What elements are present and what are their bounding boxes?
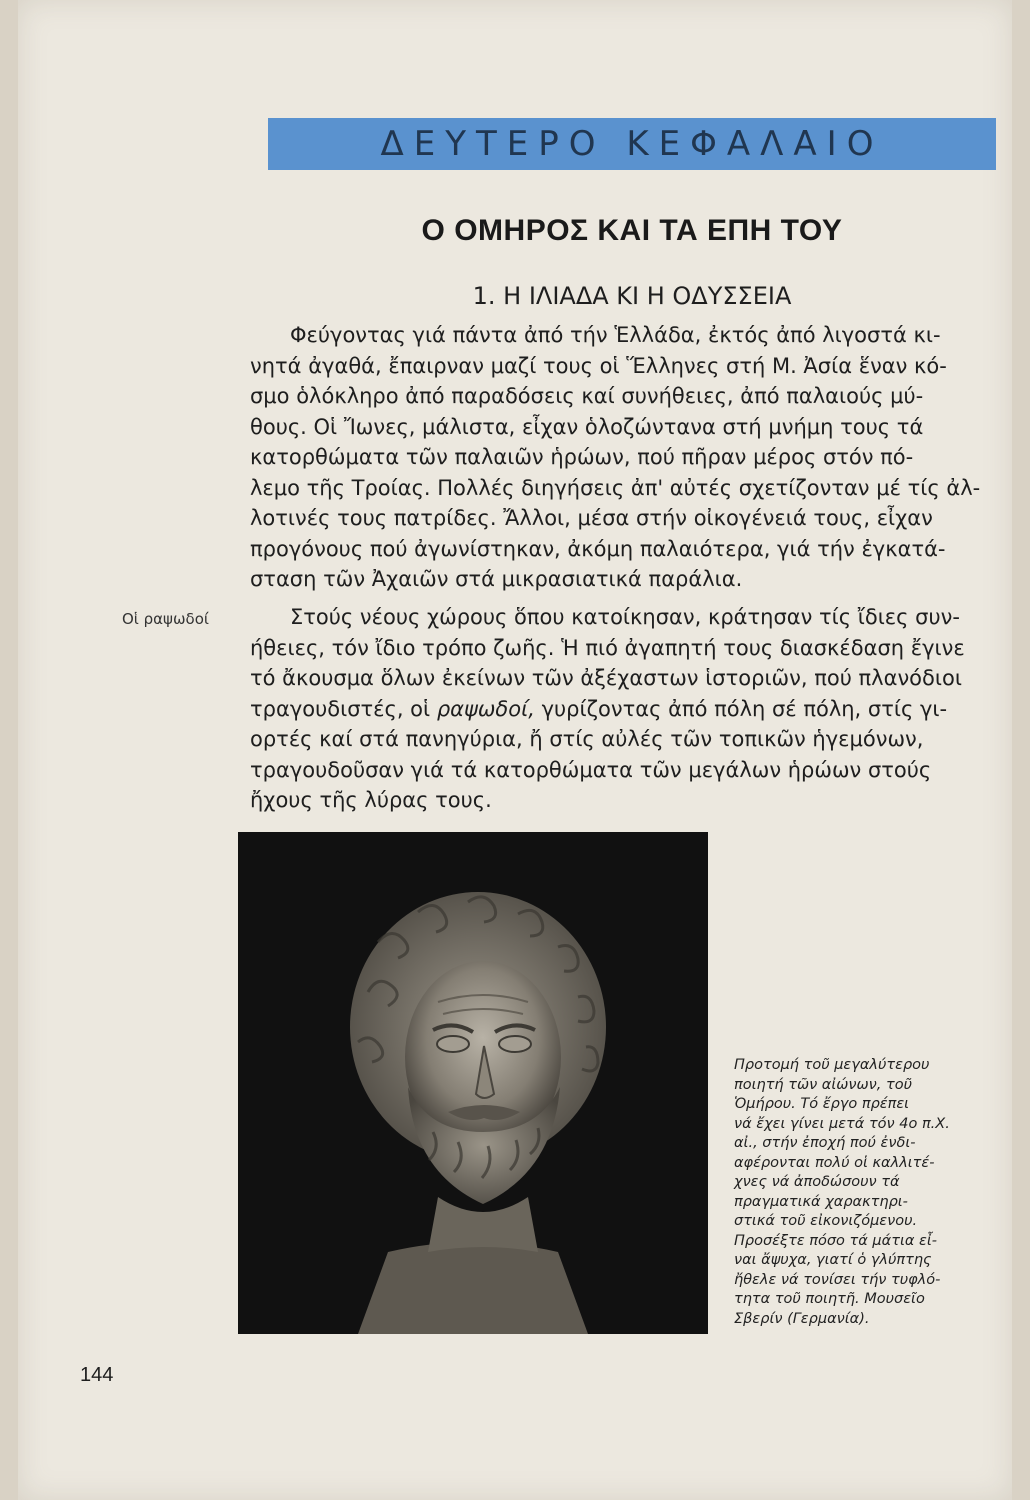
text-segment: γυρίζοντας ἀπό πόλη σέ πόλη, στίς γι- bbox=[534, 696, 948, 721]
homer-bust-photo bbox=[238, 832, 708, 1334]
text-line: τό ἄκουσμα ὅλων ἐκείνων τῶν ἀξέχαστων ἱστοριῶν, πού πλανόδιοι bbox=[250, 666, 962, 690]
caption-line: αἰ., στήν ἐποχή πού ἐνδι- bbox=[734, 1135, 916, 1151]
chapter-banner bbox=[268, 118, 996, 170]
text-line: νητά ἀγαθά, ἔπαιρναν μαζί τους οἱ Ἕλληνες στή Μ. Ἀσία ἕναν κό- bbox=[250, 353, 947, 378]
text-line: ορτές καί στά πανηγύρια, ἤ στίς αὐλές τῶν τοπικῶν ἡγεμόνων, bbox=[250, 727, 924, 751]
chapter-banner-text: ΔΕΥΤΕΡΟ ΚΕΦΑΛΑΙΟ bbox=[380, 124, 884, 164]
chapter-title: Ο ΟΜΗΡΟΣ ΚΑΙ ΤΑ ΕΠΗ ΤΟΥ bbox=[421, 214, 843, 247]
text-line: τραγουδοῦσαν γιά τά κατορθώματα τῶν μεγάλων ἡρώων στούς bbox=[250, 757, 932, 782]
text-line: Φεύγοντας γιά πάντα ἀπό τήν Ἑλλάδα, ἐκτός ἀπό λιγοστά κι- bbox=[290, 323, 941, 347]
text-line: σταση τῶν Ἀχαιῶν στά μικρασιατικά παράλια. bbox=[250, 567, 743, 591]
caption-line: χνες νά ἀποδώσουν τά bbox=[734, 1174, 900, 1190]
caption-line: ποιητή τῶν αἰώνων, τοῦ bbox=[734, 1076, 912, 1093]
caption-line: Προτομή τοῦ μεγαλύτερου bbox=[734, 1057, 930, 1073]
emphasized-term: ραψωδοί, bbox=[436, 696, 535, 721]
paragraph-rhapsodes bbox=[250, 602, 990, 816]
text-line: Στούς νέους χώρους ὅπου κατοίκησαν, κράτησαν τίς ἴδιες συν- bbox=[290, 605, 960, 629]
text-line: προγόνους πού ἀγωνίστηκαν, ἀκόμη παλαιότερα, γιά τήν ἐγκατά- bbox=[250, 536, 946, 561]
photo-caption bbox=[734, 1056, 992, 1329]
caption-line: τητα τοῦ ποιητῆ. Μουσεῖο bbox=[734, 1291, 925, 1307]
page bbox=[18, 0, 1012, 1500]
text-line: ἤχους τῆς λύρας τους. bbox=[250, 788, 492, 812]
caption-line: Σβερίν (Γερμανία). bbox=[734, 1310, 870, 1327]
homer-bust-illustration bbox=[238, 832, 708, 1334]
caption-line: ἤθελε νά τονίσει τήν τυφλό- bbox=[734, 1271, 941, 1288]
text-line: ήθειες, τόν ἴδιο τρόπο ζωῆς. Ἡ πιό ἀγαπητή τους διασκέδαση ἔγινε bbox=[250, 635, 965, 660]
text-segment: τραγουδιστές, οἱ bbox=[250, 696, 437, 721]
caption-line: αφέρονται πολύ οἱ καλλιτέ- bbox=[734, 1154, 935, 1171]
text-line: κατορθώματα τῶν παλαιῶν ἡρώων, πού πῆραν μέρος στόν πό- bbox=[250, 445, 914, 469]
section-title: 1. Η ΙΛΙΑΔΑ ΚΙ Η ΟΔΥΣΣΕΙΑ bbox=[472, 282, 792, 310]
text-line: λοτινές τους πατρίδες. Ἄλλοι, μέσα στήν οἰκογένειά τους, εἶχαν bbox=[250, 506, 933, 530]
caption-line: πραγματικά χαρακτηρι- bbox=[734, 1193, 908, 1210]
page-number: 144 bbox=[80, 1364, 114, 1386]
caption-line: Προσέξτε πόσο τά μάτια εἶ- bbox=[734, 1232, 937, 1249]
text-line: λεμο τῆς Τροίας. Πολλές διηγήσεις ἀπ' αὐτές σχετίζονταν μέ τίς ἀλ- bbox=[250, 475, 981, 500]
text-line: θους. Οἱ Ἴωνες, μάλιστα, εἶχαν ὁλοζώντανα στή μνήμη τους τά bbox=[250, 414, 924, 439]
text-line: σμο ὁλόκληρο ἀπό παραδόσεις καί συνήθειες, ἀπό παλαιούς μύ- bbox=[250, 384, 924, 408]
caption-line: νά ἔχει γίνει μετά τόν 4ο π.Χ. bbox=[734, 1115, 950, 1132]
caption-line: στικά τοῦ εἰκονιζόμενου. bbox=[734, 1213, 918, 1229]
caption-line: Ὁμήρου. Τό ἔργο πρέπει bbox=[734, 1096, 910, 1112]
paragraph-iliad-odyssey bbox=[250, 320, 990, 595]
text-line bbox=[250, 694, 990, 725]
caption-line: ναι ἄψυχα, γιατί ὁ γλύπτης bbox=[734, 1252, 932, 1268]
margin-note-rhapsodes: Οἱ ραψωδοί bbox=[122, 610, 209, 628]
